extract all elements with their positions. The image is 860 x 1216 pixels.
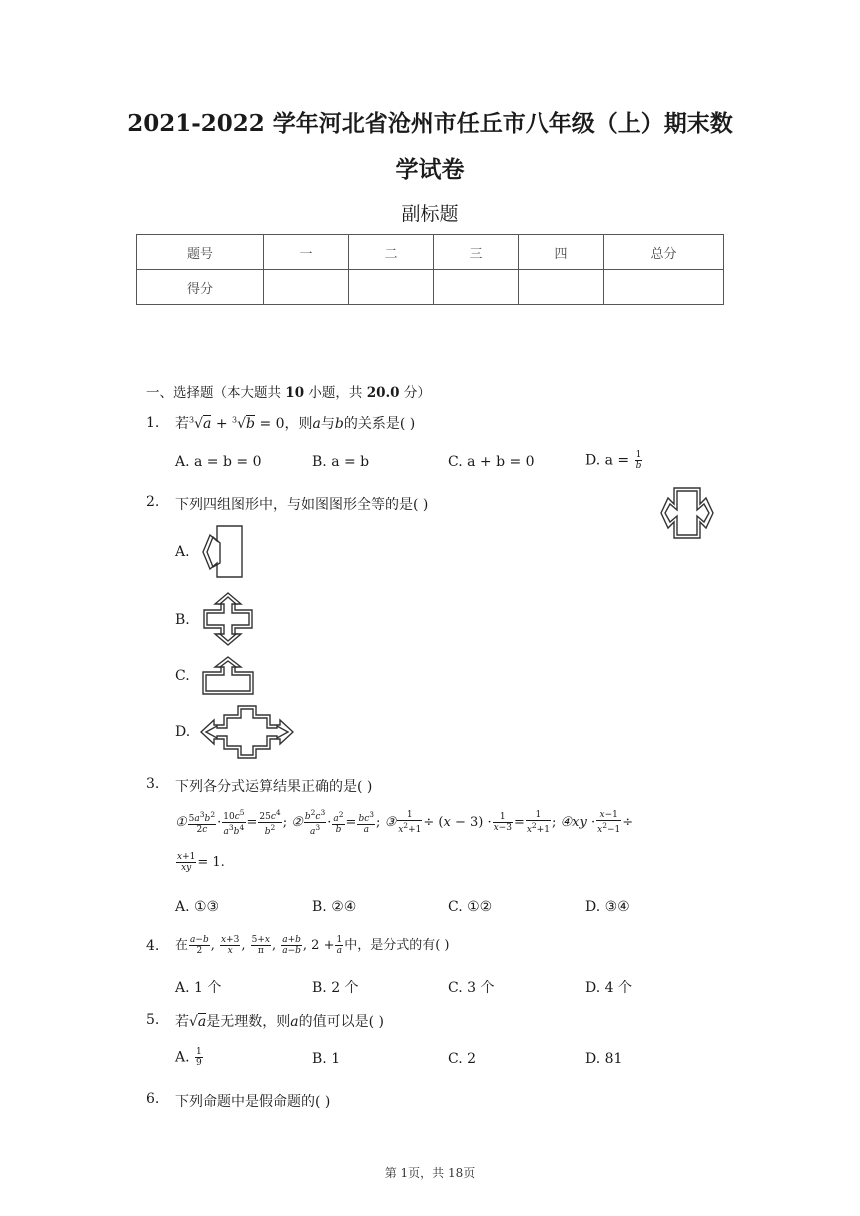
question-stem: 下列命题中是假命题的( ) bbox=[175, 1094, 331, 1110]
score-cell bbox=[434, 270, 519, 305]
question-number: 4. bbox=[146, 938, 160, 954]
option-c-figure bbox=[201, 656, 255, 696]
expression-line-1: ① $\frac{5a^3b^2}{2c}$ · $\frac{10c^5}{a^3b^4}$ = $\frac{25c^4}{b^2}$ ; ② $\frac{b^2c^3}{a^3}$ · $\frac{a^2}{b}$ = $\frac{bc^3}{a}$ ; ③ $\frac{1}{x^2+1}$ ÷ (x − 3) · $\frac{1}{x-3}$ = $\frac{1}{x^2+1}$ ; ④xy · $\frac{x-1}{x^2-1}$ ÷ bbox=[175, 808, 634, 837]
score-table bbox=[136, 234, 724, 305]
question-stem: 在 $\frac{a-b}{2}$ , $\frac{x+3}{x}$ , $\frac{5+x}{\pi}$ , $\frac{a+b}{a-b}$ , 2 + $\frac{1}{a}$ 中，是分式的有( ) bbox=[175, 935, 450, 956]
option-b-figure bbox=[200, 592, 256, 646]
stem-text: 的关系是( ) bbox=[343, 416, 416, 432]
option-d-text: D. a = bbox=[585, 452, 630, 469]
score-header-cell: 三 bbox=[434, 235, 519, 270]
score-cell bbox=[349, 270, 434, 305]
page-title-line1: 2021-2022 学年河北省沧州市任丘市八年级（上）期末数 bbox=[127, 110, 733, 137]
option-b[interactable]: B. 1 bbox=[312, 1051, 341, 1067]
stem-text: ，则 bbox=[284, 416, 313, 432]
page-title-line2: 学试卷 bbox=[395, 156, 465, 183]
stem-text: 若 bbox=[175, 1014, 189, 1030]
question-stem: 下列各分式运算结果正确的是( ) bbox=[175, 779, 373, 795]
section-mid: 小题，共 bbox=[304, 385, 367, 401]
question-number: 5. bbox=[146, 1012, 160, 1028]
question-number: 3. bbox=[146, 776, 160, 792]
option-c[interactable]: C. 2 bbox=[448, 1051, 477, 1067]
option-a-figure bbox=[202, 525, 244, 579]
option-b[interactable]: B. bbox=[175, 612, 190, 628]
option-d[interactable]: D. a = $\frac{1}{b}$ bbox=[585, 450, 642, 471]
option-d[interactable]: D. bbox=[175, 724, 191, 740]
option-d[interactable]: D. 81 bbox=[585, 1051, 623, 1067]
option-c[interactable]: C. 3 个 bbox=[448, 980, 495, 996]
section-points: 20.0 bbox=[366, 385, 400, 401]
score-header-cell: 题号 bbox=[137, 235, 264, 270]
page-subtitle: 副标题 bbox=[401, 203, 459, 225]
score-cell bbox=[519, 270, 604, 305]
option-b[interactable]: B. ②④ bbox=[312, 899, 357, 915]
score-header-cell: 总分 bbox=[604, 235, 724, 270]
option-c[interactable]: C. ①② bbox=[448, 899, 493, 915]
question-stem: 若√a是无理数，则a的值可以是( ) bbox=[175, 1014, 385, 1030]
question-number: 6. bbox=[146, 1091, 160, 1107]
question-number: 2. bbox=[146, 494, 160, 510]
question-stem: 若$^3$√a + $^3$√b = 0，则a与b的关系是( ) bbox=[175, 415, 416, 432]
stem-text: 中，是分式的有( ) bbox=[344, 938, 450, 953]
section-heading bbox=[146, 381, 431, 401]
stem-text: 是无理数，则 bbox=[206, 1014, 291, 1030]
option-a[interactable]: A. 1 个 bbox=[175, 980, 222, 996]
score-header-cell: 二 bbox=[349, 235, 434, 270]
option-a[interactable]: A. ①③ bbox=[175, 899, 220, 915]
score-cell bbox=[604, 270, 724, 305]
reference-cross-figure bbox=[660, 486, 714, 540]
score-header-cell: 四 bbox=[519, 235, 604, 270]
stem-text: 在 bbox=[175, 938, 189, 953]
score-table-header-row bbox=[137, 235, 724, 270]
option-a-text: A. bbox=[175, 1049, 190, 1066]
option-b[interactable]: B. a = b bbox=[312, 454, 370, 470]
question-number: 1. bbox=[146, 415, 160, 431]
option-d[interactable]: D. 4 个 bbox=[585, 980, 632, 996]
score-header-cell: 一 bbox=[264, 235, 349, 270]
section-count: 10 bbox=[285, 385, 305, 401]
stem-text: 的值可以是( ) bbox=[298, 1014, 385, 1030]
section-suffix: 分） bbox=[399, 385, 431, 401]
option-d-figure bbox=[200, 705, 294, 759]
score-row-label: 得分 bbox=[137, 270, 264, 305]
score-cell bbox=[264, 270, 349, 305]
expression-line-2: $\frac{x+1}{xy}$ = 1. bbox=[177, 852, 225, 873]
option-a[interactable]: A. $\frac{1}{9}$ bbox=[175, 1047, 202, 1068]
score-table-score-row bbox=[137, 270, 724, 305]
option-b[interactable]: B. 2 个 bbox=[312, 980, 359, 996]
page-footer: 第 1页，共 18页 bbox=[384, 1166, 476, 1180]
option-a[interactable]: A. a = b = 0 bbox=[175, 454, 262, 470]
question-stem: 下列四组图形中，与如图图形全等的是( ) bbox=[175, 497, 429, 513]
option-c[interactable]: C. a + b = 0 bbox=[448, 454, 535, 470]
stem-text: 若 bbox=[175, 416, 189, 432]
option-c[interactable]: C. bbox=[175, 668, 190, 684]
section-prefix: 一、选择题（本大题共 bbox=[146, 385, 286, 401]
option-a[interactable]: A. bbox=[175, 544, 190, 560]
option-d[interactable]: D. ③④ bbox=[585, 899, 630, 915]
